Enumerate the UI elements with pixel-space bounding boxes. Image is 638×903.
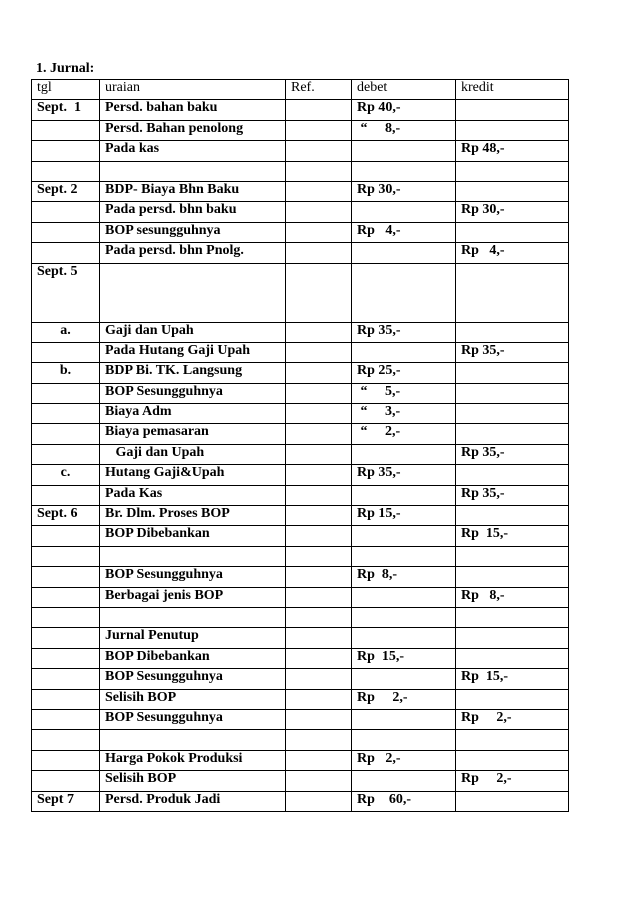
- cell-uraian: [100, 730, 286, 750]
- table-row: [32, 322, 569, 342]
- cell-debet: [352, 628, 456, 648]
- cell-ref: [286, 506, 352, 526]
- cell-tgl: Sept. 1: [32, 100, 100, 120]
- cell-ref: [286, 444, 352, 464]
- cell-uraian: Pada Hutang Gaji Upah: [100, 342, 286, 362]
- cell-ref: [286, 587, 352, 607]
- cell-ref: [286, 243, 352, 263]
- cell-tgl: c.: [32, 465, 100, 485]
- cell-kredit: [456, 100, 569, 120]
- cell-tgl: [32, 730, 100, 750]
- table-row: [32, 263, 569, 322]
- cell-tgl: [32, 383, 100, 403]
- table-row: [32, 730, 569, 750]
- table-row: [32, 141, 569, 161]
- cell-kredit: Rp 8,-: [456, 587, 569, 607]
- cell-kredit: [456, 161, 569, 181]
- cell-debet: Rp 30,-: [352, 181, 456, 201]
- cell-uraian: Hutang Gaji&Upah: [100, 465, 286, 485]
- header-uraian: uraian: [100, 80, 286, 100]
- cell-tgl: [32, 222, 100, 242]
- cell-ref: [286, 750, 352, 770]
- cell-tgl: [32, 404, 100, 424]
- cell-uraian: Persd. bahan baku: [100, 100, 286, 120]
- cell-uraian: Pada Kas: [100, 485, 286, 505]
- table-row: [32, 607, 569, 627]
- cell-uraian: BDP- Biaya Bhn Baku: [100, 181, 286, 201]
- table-row: [32, 485, 569, 505]
- table-row: [32, 342, 569, 362]
- table-row: [32, 526, 569, 546]
- cell-ref: [286, 404, 352, 424]
- header-debet: debet: [352, 80, 456, 100]
- cell-debet: [352, 141, 456, 161]
- cell-debet: “ 3,-: [352, 404, 456, 424]
- cell-tgl: [32, 424, 100, 444]
- cell-ref: [286, 628, 352, 648]
- cell-kredit: [456, 383, 569, 403]
- cell-kredit: [456, 222, 569, 242]
- table-row: [32, 120, 569, 140]
- cell-kredit: [456, 546, 569, 566]
- cell-debet: [352, 730, 456, 750]
- table-row: [32, 567, 569, 587]
- cell-debet: [352, 485, 456, 505]
- cell-kredit: [456, 648, 569, 668]
- cell-tgl: [32, 628, 100, 648]
- cell-debet: [352, 444, 456, 464]
- cell-uraian: BOP Sesungguhnya: [100, 669, 286, 689]
- cell-kredit: [456, 263, 569, 322]
- cell-ref: [286, 669, 352, 689]
- cell-debet: “ 2,-: [352, 424, 456, 444]
- cell-uraian: Pada persd. bhn baku: [100, 202, 286, 222]
- table-row: [32, 750, 569, 770]
- cell-debet: Rp 15,-: [352, 648, 456, 668]
- cell-kredit: Rp 4,-: [456, 243, 569, 263]
- cell-tgl: [32, 771, 100, 791]
- header-row: [32, 80, 569, 100]
- cell-debet: Rp 60,-: [352, 791, 456, 811]
- cell-tgl: [32, 546, 100, 566]
- cell-ref: [286, 363, 352, 383]
- table-row: [32, 363, 569, 383]
- cell-uraian: BOP Dibebankan: [100, 526, 286, 546]
- cell-uraian: [100, 161, 286, 181]
- cell-tgl: [32, 526, 100, 546]
- cell-tgl: Sept. 5: [32, 263, 100, 322]
- cell-tgl: [32, 202, 100, 222]
- cell-kredit: [456, 120, 569, 140]
- cell-debet: “ 5,-: [352, 383, 456, 403]
- table-row: [32, 222, 569, 242]
- table-row: [32, 383, 569, 403]
- cell-ref: [286, 730, 352, 750]
- cell-ref: [286, 607, 352, 627]
- cell-debet: [352, 607, 456, 627]
- cell-debet: [352, 669, 456, 689]
- cell-tgl: [32, 120, 100, 140]
- table-row: [32, 709, 569, 729]
- cell-tgl: [32, 689, 100, 709]
- header-ref: Ref.: [286, 80, 352, 100]
- cell-tgl: Sept. 6: [32, 506, 100, 526]
- header-tgl: tgl: [32, 80, 100, 100]
- cell-ref: [286, 161, 352, 181]
- cell-uraian: BOP Sesungguhnya: [100, 383, 286, 403]
- cell-debet: [352, 161, 456, 181]
- table-row: [32, 243, 569, 263]
- cell-debet: [352, 709, 456, 729]
- cell-kredit: [456, 628, 569, 648]
- cell-debet: [352, 526, 456, 546]
- cell-tgl: [32, 161, 100, 181]
- cell-uraian: Biaya Adm: [100, 404, 286, 424]
- cell-tgl: [32, 709, 100, 729]
- cell-kredit: [456, 607, 569, 627]
- cell-kredit: Rp 2,-: [456, 709, 569, 729]
- cell-tgl: [32, 567, 100, 587]
- cell-debet: [352, 243, 456, 263]
- cell-uraian: BOP sesungguhnya: [100, 222, 286, 242]
- cell-tgl: [32, 607, 100, 627]
- cell-debet: Rp 2,-: [352, 689, 456, 709]
- cell-uraian: Pada persd. bhn Pnolg.: [100, 243, 286, 263]
- journal-body: [32, 80, 569, 812]
- cell-uraian: Biaya pemasaran: [100, 424, 286, 444]
- cell-uraian: Berbagai jenis BOP: [100, 587, 286, 607]
- cell-tgl: a.: [32, 322, 100, 342]
- cell-ref: [286, 342, 352, 362]
- cell-kredit: Rp 35,-: [456, 444, 569, 464]
- cell-tgl: [32, 444, 100, 464]
- table-row: [32, 689, 569, 709]
- cell-debet: [352, 587, 456, 607]
- cell-kredit: [456, 506, 569, 526]
- table-row: [32, 424, 569, 444]
- cell-uraian: Jurnal Penutup: [100, 628, 286, 648]
- cell-tgl: [32, 141, 100, 161]
- cell-uraian: Persd. Bahan penolong: [100, 120, 286, 140]
- cell-kredit: [456, 465, 569, 485]
- cell-kredit: Rp 35,-: [456, 485, 569, 505]
- cell-debet: Rp 35,-: [352, 322, 456, 342]
- cell-ref: [286, 322, 352, 342]
- cell-kredit: Rp 15,-: [456, 669, 569, 689]
- cell-kredit: [456, 730, 569, 750]
- cell-kredit: [456, 750, 569, 770]
- cell-ref: [286, 526, 352, 546]
- table-row: [32, 181, 569, 201]
- cell-ref: [286, 546, 352, 566]
- cell-kredit: [456, 424, 569, 444]
- cell-uraian: Selisih BOP: [100, 689, 286, 709]
- cell-ref: [286, 181, 352, 201]
- table-row: [32, 202, 569, 222]
- cell-tgl: [32, 669, 100, 689]
- cell-tgl: Sept. 2: [32, 181, 100, 201]
- cell-uraian: Gaji dan Upah: [100, 444, 286, 464]
- cell-ref: [286, 771, 352, 791]
- cell-debet: Rp 40,-: [352, 100, 456, 120]
- cell-ref: [286, 567, 352, 587]
- cell-kredit: Rp 15,-: [456, 526, 569, 546]
- table-row: [32, 771, 569, 791]
- cell-uraian: Persd. Produk Jadi: [100, 791, 286, 811]
- cell-ref: [286, 648, 352, 668]
- cell-kredit: [456, 404, 569, 424]
- cell-kredit: [456, 181, 569, 201]
- cell-kredit: Rp 48,-: [456, 141, 569, 161]
- cell-uraian: [100, 607, 286, 627]
- cell-debet: Rp 15,-: [352, 506, 456, 526]
- cell-uraian: Gaji dan Upah: [100, 322, 286, 342]
- cell-tgl: [32, 243, 100, 263]
- table-row: [32, 791, 569, 811]
- cell-debet: [352, 771, 456, 791]
- cell-ref: [286, 383, 352, 403]
- cell-kredit: [456, 363, 569, 383]
- journal-table: [31, 79, 569, 812]
- table-row: [32, 546, 569, 566]
- cell-tgl: [32, 485, 100, 505]
- cell-ref: [286, 202, 352, 222]
- table-row: [32, 444, 569, 464]
- cell-ref: [286, 141, 352, 161]
- cell-uraian: BOP Dibebankan: [100, 648, 286, 668]
- cell-tgl: [32, 342, 100, 362]
- cell-tgl: [32, 587, 100, 607]
- cell-ref: [286, 222, 352, 242]
- cell-ref: [286, 791, 352, 811]
- cell-kredit: Rp 2,-: [456, 771, 569, 791]
- cell-tgl: Sept 7: [32, 791, 100, 811]
- cell-ref: [286, 100, 352, 120]
- header-kredit: kredit: [456, 80, 569, 100]
- table-row: [32, 404, 569, 424]
- cell-uraian: BOP Sesungguhnya: [100, 709, 286, 729]
- cell-ref: [286, 424, 352, 444]
- document-title: 1. Jurnal:: [36, 61, 95, 76]
- cell-debet: Rp 2,-: [352, 750, 456, 770]
- cell-uraian: [100, 263, 286, 322]
- cell-debet: [352, 263, 456, 322]
- cell-debet: Rp 8,-: [352, 567, 456, 587]
- cell-ref: [286, 709, 352, 729]
- cell-ref: [286, 465, 352, 485]
- cell-uraian: Pada kas: [100, 141, 286, 161]
- cell-debet: “ 8,-: [352, 120, 456, 140]
- table-row: [32, 648, 569, 668]
- cell-kredit: [456, 791, 569, 811]
- cell-ref: [286, 689, 352, 709]
- table-row: [32, 669, 569, 689]
- cell-tgl: [32, 648, 100, 668]
- cell-uraian: BDP Bi. TK. Langsung: [100, 363, 286, 383]
- cell-debet: [352, 342, 456, 362]
- cell-kredit: Rp 30,-: [456, 202, 569, 222]
- cell-tgl: [32, 750, 100, 770]
- table-row: [32, 506, 569, 526]
- cell-ref: [286, 120, 352, 140]
- cell-kredit: [456, 322, 569, 342]
- cell-ref: [286, 263, 352, 322]
- table-row: [32, 628, 569, 648]
- table-row: [32, 100, 569, 120]
- cell-kredit: Rp 35,-: [456, 342, 569, 362]
- cell-uraian: Br. Dlm. Proses BOP: [100, 506, 286, 526]
- cell-uraian: Selisih BOP: [100, 771, 286, 791]
- cell-kredit: [456, 567, 569, 587]
- cell-ref: [286, 485, 352, 505]
- table-row: [32, 587, 569, 607]
- cell-debet: Rp 4,-: [352, 222, 456, 242]
- cell-uraian: Harga Pokok Produksi: [100, 750, 286, 770]
- table-row: [32, 465, 569, 485]
- cell-uraian: [100, 546, 286, 566]
- table-row: [32, 161, 569, 181]
- cell-debet: [352, 546, 456, 566]
- cell-uraian: BOP Sesungguhnya: [100, 567, 286, 587]
- cell-kredit: [456, 689, 569, 709]
- cell-debet: [352, 202, 456, 222]
- cell-tgl: b.: [32, 363, 100, 383]
- cell-debet: Rp 35,-: [352, 465, 456, 485]
- cell-debet: Rp 25,-: [352, 363, 456, 383]
